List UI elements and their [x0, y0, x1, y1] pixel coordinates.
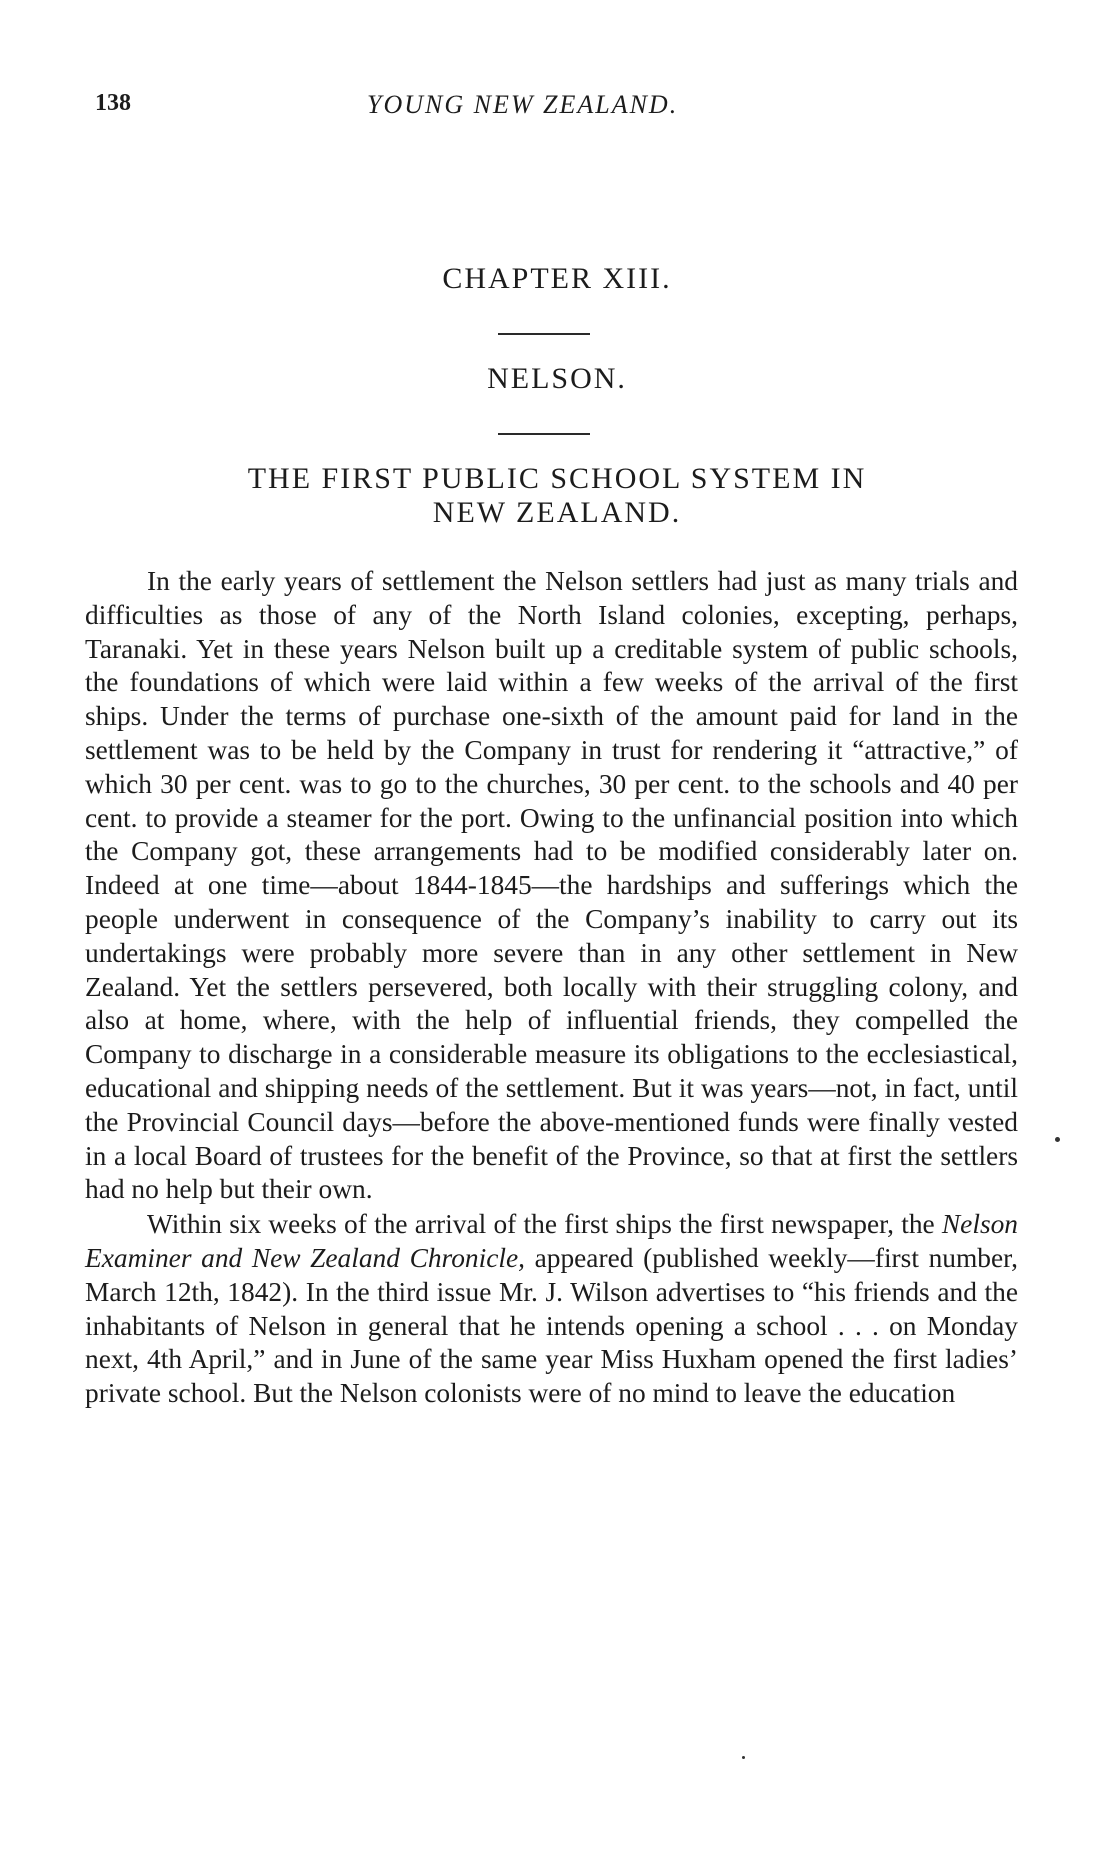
paragraph-2-text-end: appeared (published weekly—first number, March 12th, 1842). In the third issue Mr. J. Wilson advertises to “his friends and the inhabitants of Nelson in general that he intends opening a school . . . on Monday next, 4th April,” and in June of the same year Miss Huxham opened the first ladies’ private school. But the Nelson colonists were of no mind to leave the education	[85, 1242, 1018, 1409]
chapter-subtitle-line-1: THE FIRST PUBLIC SCHOOL SYSTEM IN	[247, 462, 867, 495]
ink-speck	[1055, 1137, 1060, 1142]
paragraph-2-text-start: Within six weeks of the arrival of the first ships the first newspaper, the	[147, 1209, 942, 1240]
running-head	[95, 90, 1015, 130]
chapter-body	[85, 565, 1018, 1411]
chapter-number: CHAPTER XIII.	[442, 262, 672, 295]
running-title: YOUNG NEW ZEALAND.	[367, 90, 679, 119]
heading-rule-bottom	[498, 433, 590, 435]
newspaper-title: Nelson Examiner and New Zealand Chronicle,	[85, 1209, 1018, 1273]
ink-speck	[742, 1756, 745, 1759]
chapter-subtitle-line-2: NEW ZEALAND.	[432, 496, 682, 529]
page-number: 138	[95, 90, 131, 116]
paragraph-1: In the early years of settlement the Nelson settlers had just as many trials and difficulties as those of any of the North Island colonies, excepting, perhaps, Taranaki. Yet in these years Nelson built up a creditable system of public schools, the foundations of which were laid within a few weeks of the arrival of the first ships. Under the terms of purchase one-sixth of the amount paid for land in the settlement was to be held by the Company in trust for rendering it “attractive,” of which 30 per cent. was to go to the churches, 30 per cent. to the schools and 40 per cent. to provide a steamer for the port. Owing to the unfinancial position into which the Company got, these arrangements had to be modified considerably later on. Indeed at one time—about 1844-1845—the hardships and sufferings which the people underwent in consequence of the Company’s inability to carry out its undertakings were probably more severe than in any other settlement in New Zealand. Yet the settlers persevered, both locally with their struggling colony, and also at home, where, with the help of influential friends, they compelled the Company to discharge in a considerable measure its obligations to the ecclesiastical, educational and shipping needs of the settlement. But it was years—not, in fact, until the Provincial Council days—before the above-mentioned funds were finally vested in a local Board of trustees for the benefit of the Province, so that at first the settlers had no help but their own.	[85, 566, 1018, 1205]
heading-rule-top	[498, 333, 590, 335]
chapter-place: NELSON.	[487, 362, 627, 395]
paragraph-2	[85, 1208, 1018, 1411]
